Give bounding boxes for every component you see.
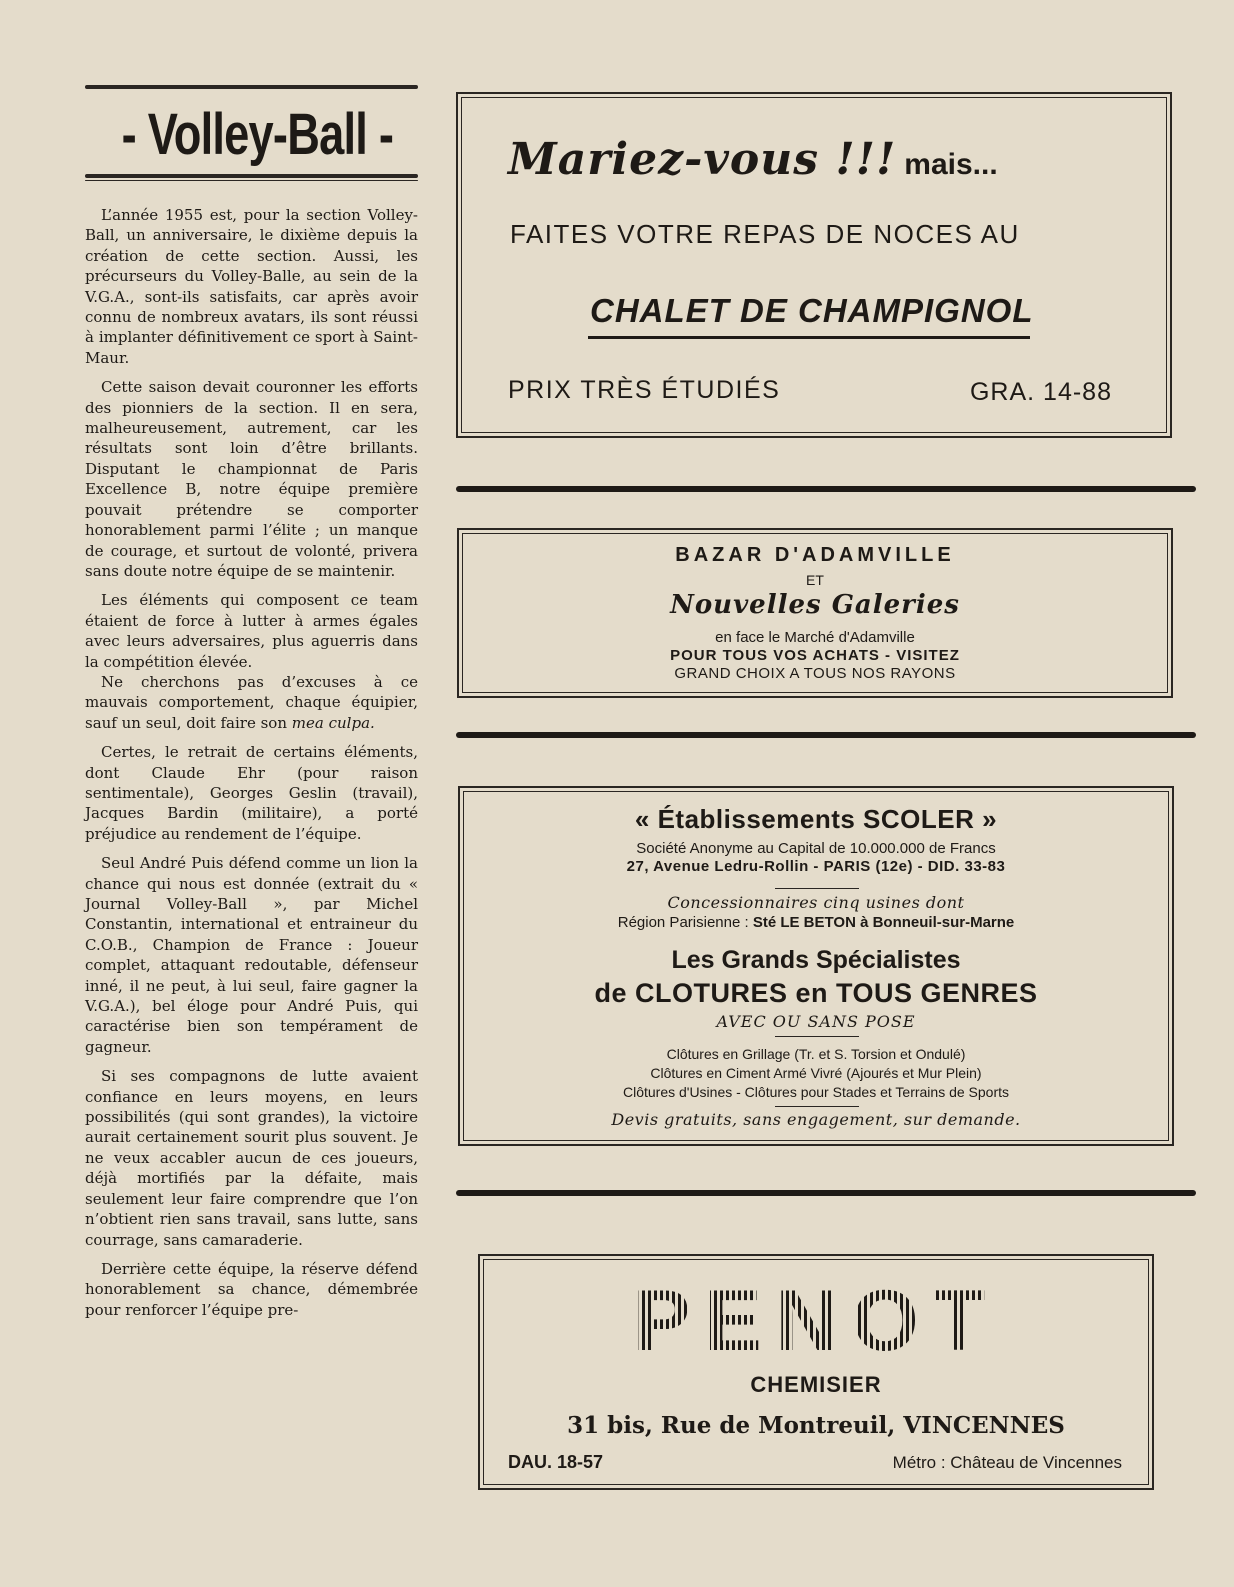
- ad-penot-phone: DAU. 18-57: [508, 1452, 604, 1472]
- article-paragraph: Certes, le retrait de certains éléments, dont Claude Ehr (pour raison sentimentale), Georges Geslin (travail), Jacques Bardin (militaire), a porté préjudice au rendement de l’équipe.: [85, 743, 418, 843]
- article-paragraph: Seul André Puis défend comme un lion la chance qui nous est donnée (extrait du « Journal Volley-Ball », par Michel Constantin, international et entraineur du C.O.B., Champion de France : Joueur complet, attaquant redoutable, défenseur inné, il ne peut, à lui seul, faire gagner la V.G.A.), bel éloge pour André Puis, qui caractérise bien son tempérament de gagneur.: [85, 854, 418, 1056]
- ad-bazar: [457, 528, 1173, 698]
- separator-rule: [456, 732, 1196, 738]
- ad-penot: [478, 1254, 1154, 1490]
- article-title: - Volley-Ball -: [121, 102, 394, 167]
- ad-scoler-cloture: Clôtures en Grillage (Tr. et S. Torsion et Ondulé): [666, 1046, 966, 1062]
- ad-chalet: [456, 92, 1172, 438]
- ad-scoler-cloture: Clôtures d'Usines - Clôtures pour Stades et Terrains de Sports: [622, 1084, 1010, 1100]
- article-paragraph: L’année 1955 est, pour la section Volley-Ball, un anniversaire, le dixième depuis la création de cette section. Aussi, les précurseurs du Volley-Balle, au sein de la V.G.A., sont-ils satisfaits, car après avoir connu de nombreux avatars, ils sont réussi à implanter définitivement ce sport à Saint-Maur.: [85, 206, 418, 367]
- ad-scoler-avec: AVEC OU SANS POSE: [716, 1012, 916, 1031]
- ad-chalet-line: FAITES VOTRE REPAS DE NOCES AU: [510, 219, 1020, 249]
- ad-penot-metro: Métro : Château de Vincennes: [892, 1453, 1122, 1472]
- ad-scoler-region-suffix: à Bonneuil-sur-Marne: [860, 914, 1015, 931]
- ad-scoler-region: [460, 914, 1172, 931]
- ad-scoler-divider: [775, 1036, 859, 1037]
- ad-scoler-region-prefix: Région Parisienne :: [617, 914, 749, 931]
- title-rule-bottom-thin: [85, 180, 418, 181]
- article-paragraph: Si ses compagnons de lutte avaient confiance en leurs moyens, en leurs possibilités (qui sont grandes), la victoire aurait certainement sourit plus souvent. Je ne veux accabler aucun de ces joueurs, déjà mortifiés par la défaite, mais seulement leur faire comprendre que l’on n’obtient rien sans travail, sans lutte, sans courrage, sans camaraderie.: [85, 1067, 418, 1249]
- separator-rule: [456, 1190, 1196, 1196]
- ad-bazar-line: en face le Marché d'Adamville: [715, 629, 915, 646]
- ad-chalet-headline: [508, 134, 998, 185]
- ad-chalet-underline: [588, 336, 1030, 339]
- ad-bazar-name: Nouvelles Galeries: [670, 590, 960, 620]
- title-rule-top: [85, 85, 418, 89]
- article-body: [85, 205, 418, 1320]
- ad-penot-logo: PENOT: [480, 1278, 1152, 1364]
- title-rule-bottom: [85, 174, 418, 178]
- ad-penot-address: 31 bis, Rue de Montreuil, VINCENNES: [567, 1412, 1065, 1439]
- ad-penot-role: CHEMISIER: [750, 1372, 882, 1397]
- article-paragraph: Les éléments qui composent ce team étaient de force à lutter à armes égales avec leurs adversaires, plus aguerris dans la compétition élevée.: [85, 591, 418, 671]
- ad-scoler-address: 27, Avenue Ledru-Rollin - PARIS (12e) - DID. 33-83: [626, 858, 1006, 875]
- ad-bazar-line: POUR TOUS VOS ACHATS - VISITEZ: [670, 647, 960, 664]
- ad-scoler-societe: Société Anonyme au Capital de 10.000.000 de Francs: [636, 840, 996, 857]
- article-italic-text: mea culpa.: [291, 713, 375, 732]
- ad-scoler-spec2: de CLOTURES en TOUS GENRES: [594, 978, 1038, 1008]
- ad-chalet-name: CHALET DE CHAMPIGNOL: [590, 292, 1034, 329]
- article-paragraph: Cette saison devait couronner les efforts des pionniers de la section. Il en sera, malheureusement, autrement, car les résultats sont loin d’être brillants. Disputant le championnat de Paris Excellence B, notre équipe première pouvait prétendre se comporter honorablement parmi l’élite ; un manque de courage, et surtout de volonté, privera sans doute notre équipe de se maintenir.: [85, 378, 418, 580]
- ad-bazar-title: BAZAR D'ADAMVILLE: [675, 544, 955, 566]
- article-column: [85, 85, 418, 1329]
- ad-scoler: [458, 786, 1174, 1146]
- article-paragraph-text: Ne cherchons pas d’excuses à ce mauvais comportement, chaque équipier, sauf un seul, doit faire son: [85, 672, 418, 732]
- ad-scoler-cloture: Clôtures en Ciment Armé Vivré (Ajourés et Mur Plein): [650, 1065, 982, 1081]
- ad-bazar-line: GRAND CHOIX A TOUS NOS RAYONS: [674, 665, 956, 682]
- ad-chalet-script: Mariez-vous !!!: [508, 134, 897, 185]
- ad-scoler-spec1: Les Grands Spécialistes: [671, 946, 961, 974]
- ad-scoler-divider: [775, 1106, 859, 1107]
- article-paragraph: [85, 672, 418, 733]
- ad-chalet-phone: GRA. 14-88: [969, 378, 1112, 406]
- ad-scoler-divider: [775, 888, 859, 889]
- ad-chalet-prix: PRIX TRÈS ÉTUDIÉS: [508, 376, 781, 404]
- ad-bazar-et: ET: [806, 572, 824, 588]
- ad-scoler-devis: Devis gratuits, sans engagement, sur demande.: [611, 1110, 1021, 1129]
- ad-scoler-region-company: Sté LE BETON: [752, 914, 856, 931]
- article-paragraph: Derrière cette équipe, la réserve défend honorablement sa chance, démembrée pour renforcer l’équipe pre-: [85, 1259, 418, 1319]
- separator-rule: [456, 486, 1196, 492]
- ad-scoler-name: « Établissements SCOLER »: [634, 804, 998, 834]
- ad-scoler-conc: Concessionnaires cinq usines dont: [667, 893, 965, 912]
- ad-chalet-mais: mais...: [904, 148, 998, 181]
